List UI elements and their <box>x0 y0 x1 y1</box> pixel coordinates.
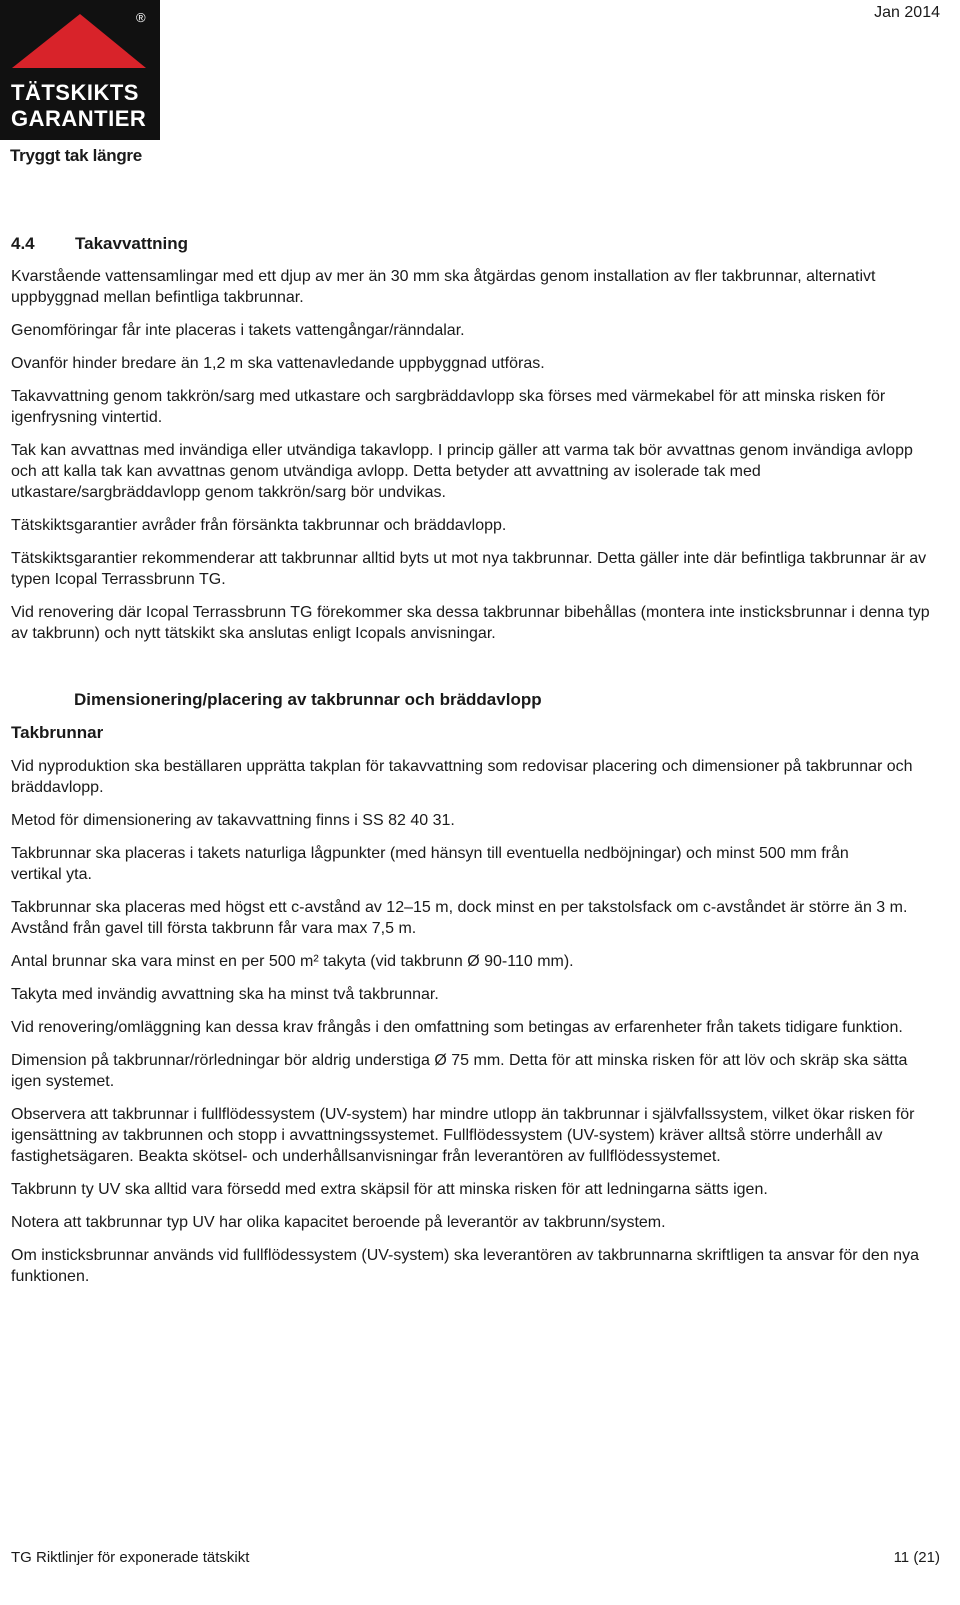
paragraph: Tätskiktsgarantier avråder från försänkta takbrunnar och bräddavlopp. <box>11 517 507 534</box>
section-body <box>11 266 941 644</box>
paragraph: Notera att takbrunnar typ UV har olika kapacitet beroende på leverantör av takbrunn/system. <box>11 1214 666 1231</box>
paragraph: Takbrunnar ska placeras med högst ett c-avstånd av 12–15 m, dock minst en per takstolsfack om c-avståndet är större än 3 m. Avstånd från gavel till första takbrunn får vara max 7,5 m. <box>11 899 908 937</box>
section-number: 4.4 <box>11 234 35 253</box>
company-logo <box>0 0 160 140</box>
paragraph: Om insticksbrunnar används vid fullflödessystem (UV-system) ska leverantören av takbrunnarna skriftligen ta ansvar för den nya funktionen. <box>11 1247 919 1285</box>
footer-document-title: TG Riktlinjer för exponerade tätskikt <box>11 1549 250 1566</box>
logo-tagline: Tryggt tak längre <box>10 146 142 165</box>
paragraph: Vid renovering/omläggning kan dessa krav frångås i den omfattning som betingas av erfarenheter från takets tidigare funktion. <box>11 1019 903 1036</box>
subsection-body <box>11 756 941 1287</box>
footer-page-number: 11 (21) <box>893 1549 940 1566</box>
paragraph: Antal brunnar ska vara minst en per 500 m² takyta (vid takbrunn Ø 90-110 mm). <box>11 953 574 970</box>
logo-text-line2: GARANTIER <box>11 106 147 131</box>
registered-mark: ® <box>136 10 146 25</box>
logo-text-line1: TÄTSKIKTS <box>11 80 139 105</box>
section-title: Takavvattning <box>75 234 189 253</box>
paragraph: Vid nyproduktion ska beställaren upprätta takplan för takavvattning som redovisar placering och dimensioner på takbrunnar och bräddavlopp. <box>11 758 913 796</box>
paragraph: Tak kan avvattnas med invändiga eller utvändiga takavlopp. I princip gäller att varma tak bör avvattnas genom invändiga avlopp och att kalla tak kan avvattnas genom utvändiga avlopp. Detta betyder att avvattning av isolerade tak med utkastare/sargbräddavlopp genom takkrön/sarg bör undvikas. <box>11 442 913 501</box>
paragraph: Ovanför hinder bredare än 1,2 m ska vattenavledande uppbyggnad utföras. <box>11 355 545 372</box>
paragraph: Metod för dimensionering av takavvattning finns i SS 82 40 31. <box>11 812 455 829</box>
document-date: Jan 2014 <box>874 4 940 21</box>
paragraph: Observera att takbrunnar i fullflödessystem (UV-system) har mindre utlopp än takbrunnar i självfallssystem, vilket ökar risken för igensättning av takbrunnen och stopp i avvattningssystemet. Fullflödessystem (UV-system) kräver alltså större underhåll av fastighetsägaren. Beakta skötsel- och underhållsanvisningar från leverantören av fullflödessystemet. <box>11 1106 915 1165</box>
subsection-title: Dimensionering/placering av takbrunnar och bräddavlopp <box>74 690 542 709</box>
paragraph: Tätskiktsgarantier rekommenderar att takbrunnar alltid byts ut mot nya takbrunnar. Detta gäller inte där befintliga takbrunnar är av typen Icopal Terrassbrunn TG. <box>11 550 927 588</box>
paragraph: Takbrunnar ska placeras i takets naturliga lågpunkter (med hänsyn till eventuella nedböjningar) och minst 500 mm från vertikal yta. <box>11 845 849 883</box>
paragraph: Kvarstående vattensamlingar med ett djup av mer än 30 mm ska åtgärdas genom installation av fler takbrunnar, alternativt uppbyggnad mellan befintliga takbrunnar. <box>11 268 876 306</box>
paragraph: Takyta med invändig avvattning ska ha minst två takbrunnar. <box>11 986 439 1003</box>
paragraph: Takavvattning genom takkrön/sarg med utkastare och sargbräddavlopp ska förses med värmekabel för att minska risken för igenfrysning vintertid. <box>11 388 886 426</box>
paragraph: Dimension på takbrunnar/rörledningar bör aldrig understiga Ø 75 mm. Detta för att minska risken för att löv och skräp ska sätta igen systemet. <box>11 1052 908 1090</box>
paragraph: Genomföringar får inte placeras i takets vattengångar/ränndalar. <box>11 322 465 339</box>
paragraph: Vid renovering där Icopal Terrassbrunn TG förekommer ska dessa takbrunnar bibehållas (montera inte insticksbrunnar i denna typ av takbrunn) och nytt tätskikt ska anslutas enligt Icopals anvisningar. <box>11 604 930 642</box>
paragraph: Takbrunn ty UV ska alltid vara försedd med extra skäpsil för att minska risken för att ledningarna sätts igen. <box>11 1181 768 1198</box>
section-heading <box>11 234 941 256</box>
subsection-label: Takbrunnar <box>11 723 104 742</box>
